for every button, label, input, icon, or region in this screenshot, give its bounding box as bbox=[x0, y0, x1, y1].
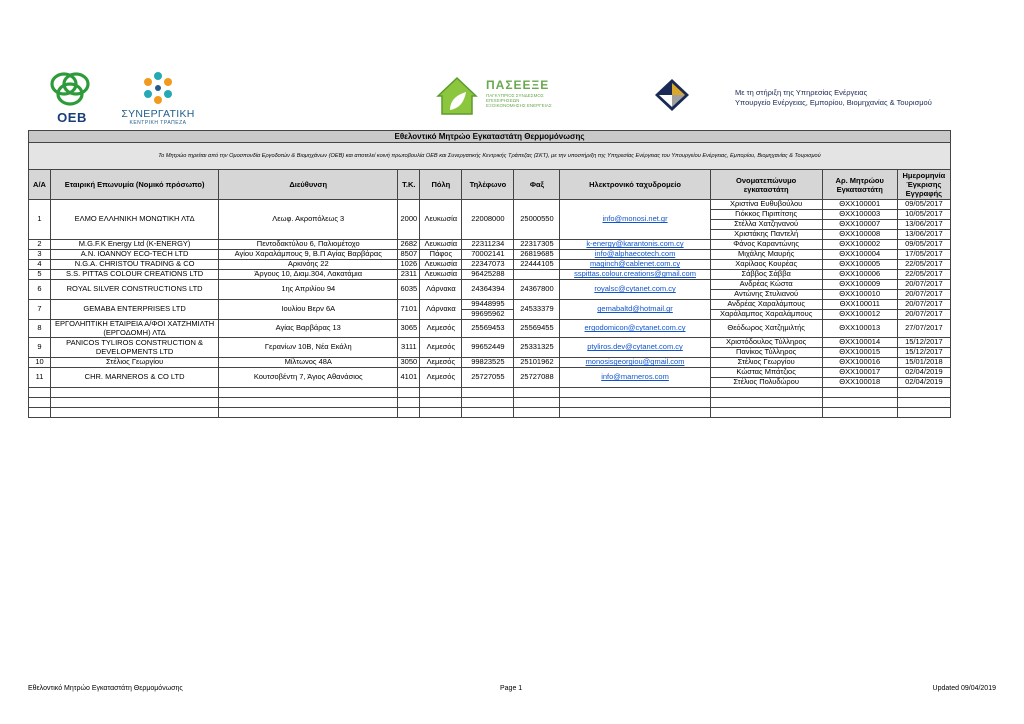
email-link[interactable]: ergodomicon@cytanet.com.cy bbox=[584, 323, 686, 333]
cell-registry-no: ΘΧΧ100017 bbox=[822, 368, 897, 378]
empty-cell bbox=[398, 408, 420, 418]
cell-tk: 3111 bbox=[398, 338, 420, 358]
cell-city: Λευκωσία bbox=[420, 240, 462, 250]
cell-installer: Ανδρέας Χαραλάμπους bbox=[710, 300, 822, 310]
cell-date: 27/07/2017 bbox=[897, 320, 950, 338]
cell-phone: 70002141 bbox=[462, 250, 514, 260]
cell-city: Λευκωσία bbox=[420, 270, 462, 280]
table-title: Εθελοντικό Μητρώο Εγκαταστάτη Θερμομόνωσης bbox=[29, 131, 951, 143]
cell-installer: Στέλιος Γεωργίου bbox=[710, 358, 822, 368]
cell-company: ROYAL SILVER CONSTRUCTIONS LTD bbox=[51, 280, 219, 300]
table-row bbox=[29, 240, 951, 250]
email-link[interactable]: maginch@cablenet.com.cy bbox=[589, 259, 681, 269]
cell-address: Γερανίων 10Β, Νέα Εκάλη bbox=[219, 338, 398, 358]
table-row bbox=[29, 270, 951, 280]
cell-aa: 11 bbox=[29, 368, 51, 388]
empty-cell bbox=[710, 388, 822, 398]
empty-cell bbox=[897, 388, 950, 398]
empty-row bbox=[29, 408, 951, 418]
cell-registry-no: ΘΧΧ100011 bbox=[822, 300, 897, 310]
cell-city: Λεμεσός bbox=[420, 368, 462, 388]
cell-date: 02/04/2019 bbox=[897, 368, 950, 378]
house-leaf-icon bbox=[434, 74, 480, 118]
cell-company: M.G.F.K Energy Ltd (K-ENERGY) bbox=[51, 240, 219, 250]
cell-fax: 25101962 bbox=[514, 358, 560, 368]
cell-address: Λεωφ. Ακροπόλεως 3 bbox=[219, 200, 398, 240]
oeb-logo bbox=[44, 68, 100, 128]
email-link[interactable]: info@marneros.com bbox=[601, 372, 669, 382]
email-link[interactable]: ptyliros.dev@cytanet.com.cy bbox=[587, 342, 683, 352]
header-col-address: Διεύθυνση bbox=[219, 170, 398, 200]
cell-registry-no: ΘΧΧ100015 bbox=[822, 348, 897, 358]
cell-company: ΕΛΜΟ ΕΛΛΗΝΙΚΗ ΜΟΝΩΤΙΚΗ ΛΤΔ bbox=[51, 200, 219, 240]
cell-installer: Χαράλαμπος Χαραλάμπους bbox=[710, 310, 822, 320]
empty-cell bbox=[29, 408, 51, 418]
cell-tk: 3065 bbox=[398, 320, 420, 338]
cell-fax: 22444105 bbox=[514, 260, 560, 270]
cell-city: Λάρνακα bbox=[420, 300, 462, 320]
cell-aa: 3 bbox=[29, 250, 51, 260]
cell-email bbox=[560, 240, 710, 250]
cell-registry-no: ΘΧΧ100014 bbox=[822, 338, 897, 348]
cell-tk: 2682 bbox=[398, 240, 420, 250]
cell-registry-no: ΘΧΧ100016 bbox=[822, 358, 897, 368]
empty-cell bbox=[420, 398, 462, 408]
cell-date: 15/12/2017 bbox=[897, 348, 950, 358]
cell-installer: Κώστας Μπάτζιος bbox=[710, 368, 822, 378]
cell-date: 10/05/2017 bbox=[897, 210, 950, 220]
support-line-2: Υπουργείο Ενέργειας, Εμπορίου, Βιομηχανίας & Τουρισμού bbox=[735, 98, 932, 107]
footer-page: Page 1 bbox=[500, 685, 523, 692]
cell-phone: 99448995 bbox=[462, 300, 514, 310]
empty-cell bbox=[398, 398, 420, 408]
table-row bbox=[29, 250, 951, 260]
cell-registry-no: ΘΧΧ100007 bbox=[822, 220, 897, 230]
empty-cell bbox=[51, 388, 219, 398]
cell-installer: Χριστόδουλος Τύλληρος bbox=[710, 338, 822, 348]
cell-phone: 24364394 bbox=[462, 280, 514, 300]
cell-installer: Αντώνης Στυλιανού bbox=[710, 290, 822, 300]
email-link[interactable]: k-energy@karantonis.com.cy bbox=[586, 239, 684, 249]
synergatiki-name: ΣΥΝΕΡΓΑΤΙΚΗ bbox=[121, 108, 195, 120]
empty-cell bbox=[710, 408, 822, 418]
cell-installer: Σάββος Σάββα bbox=[710, 270, 822, 280]
cell-company: N.G.A. CHRISTOU TRADING & CO bbox=[51, 260, 219, 270]
cell-city: Λεμεσός bbox=[420, 338, 462, 358]
empty-row bbox=[29, 398, 951, 408]
pasee-sub: ΠΑΓΚΥΠΡΙΟΣ ΣΥΝΔΕΣΜΟΣ ΕΠΙΧΕΙΡΗΣΕΩΝ ΕΞΟΙΚΟΝΟΜΗΣΗΣ ΕΝΕΡΓΕΙΑΣ bbox=[486, 93, 552, 108]
header-col-phone: Τηλέφωνο bbox=[462, 170, 514, 200]
empty-cell bbox=[219, 408, 398, 418]
cell-fax bbox=[514, 270, 560, 280]
cell-date: 13/06/2017 bbox=[897, 220, 950, 230]
cell-installer: Ανδρέας Κώστα bbox=[710, 280, 822, 290]
cell-registry-no: ΘΧΧ100018 bbox=[822, 378, 897, 388]
empty-cell bbox=[560, 388, 710, 398]
empty-cell bbox=[560, 398, 710, 408]
table-row bbox=[29, 368, 951, 378]
empty-cell bbox=[398, 388, 420, 398]
header-col-aa: Α/Α bbox=[29, 170, 51, 200]
cell-registry-no: ΘΧΧ100001 bbox=[822, 200, 897, 210]
cell-tk: 8507 bbox=[398, 250, 420, 260]
cell-email bbox=[560, 300, 710, 320]
cell-aa: 8 bbox=[29, 320, 51, 338]
cell-installer: Πανίκος Τύλληρος bbox=[710, 348, 822, 358]
cell-company: PANICOS TYLIROS CONSTRUCTION & DEVELOPMENTS LTD bbox=[51, 338, 219, 358]
table-row bbox=[29, 338, 951, 348]
synergatiki-sub: ΚΕΝΤΡΙΚΗ ΤΡΑΠΕΖΑ bbox=[129, 120, 187, 126]
empty-cell bbox=[51, 408, 219, 418]
pasee-logo bbox=[434, 72, 564, 120]
header-col-fax: Φαξ bbox=[514, 170, 560, 200]
empty-cell bbox=[514, 398, 560, 408]
cell-installer: Χριστίνα Ευθυβούλου bbox=[710, 200, 822, 210]
cell-phone: 25569453 bbox=[462, 320, 514, 338]
cell-aa: 1 bbox=[29, 200, 51, 240]
table-row bbox=[29, 280, 951, 290]
table-row bbox=[29, 200, 951, 210]
cell-date: 17/05/2017 bbox=[897, 250, 950, 260]
cell-city: Λευκωσία bbox=[420, 260, 462, 270]
cell-address: Πεντοδακτύλου 6, Παλιομέτοχο bbox=[219, 240, 398, 250]
cell-date: 15/12/2017 bbox=[897, 338, 950, 348]
header-col-installer: Ονοματεπώνυμο εγκαταστάτη bbox=[710, 170, 822, 200]
cell-email bbox=[560, 260, 710, 270]
cell-company: CHR. MARNEROS & CO LTD bbox=[51, 368, 219, 388]
cell-date: 20/07/2017 bbox=[897, 290, 950, 300]
cell-aa: 10 bbox=[29, 358, 51, 368]
cell-installer: Χαρίλαος Κουρέας bbox=[710, 260, 822, 270]
cell-installer: Στέλιος Πολυδώρου bbox=[710, 378, 822, 388]
cell-fax: 22317305 bbox=[514, 240, 560, 250]
empty-cell bbox=[822, 408, 897, 418]
cell-registry-no: ΘΧΧ100012 bbox=[822, 310, 897, 320]
cell-company: Στέλιος Γεωργίου bbox=[51, 358, 219, 368]
support-line-1: Με τη στήριξη της Υπηρεσίας Ενέργειας bbox=[735, 88, 868, 97]
cell-phone: 99695962 bbox=[462, 310, 514, 320]
header-col-registry-no: Αρ. Μητρώου Εγκαταστάτη bbox=[822, 170, 897, 200]
cell-phone: 22347073 bbox=[462, 260, 514, 270]
cell-address: Αγίου Χαραλάμπους 9, Β.Π Αγίας Βαρβάρας bbox=[219, 250, 398, 260]
cell-tk: 4101 bbox=[398, 368, 420, 388]
empty-cell bbox=[51, 398, 219, 408]
cell-installer: Θεόδωρος Χατζημιλτής bbox=[710, 320, 822, 338]
pasee-name: ΠΑΣΕΕΞΕ bbox=[486, 78, 550, 92]
cell-city: Λεμεσός bbox=[420, 358, 462, 368]
cell-address: Ιουλίου Βερν 6Α bbox=[219, 300, 398, 320]
cell-email bbox=[560, 358, 710, 368]
header-col-company: Εταιρική Επωνυμία (Νομικό πρόσωπο) bbox=[51, 170, 219, 200]
cell-address: Μίλτωνος 48Α bbox=[219, 358, 398, 368]
empty-cell bbox=[462, 408, 514, 418]
email-link[interactable]: info@alphaecotech.com bbox=[594, 249, 676, 259]
synergatiki-logo bbox=[118, 70, 198, 126]
cell-email bbox=[560, 320, 710, 338]
table-row bbox=[29, 320, 951, 338]
cell-fax: 25331325 bbox=[514, 338, 560, 358]
cell-city: Λευκωσία bbox=[420, 200, 462, 240]
cell-aa: 9 bbox=[29, 338, 51, 358]
empty-cell bbox=[560, 408, 710, 418]
empty-cell bbox=[897, 398, 950, 408]
cell-installer: Φάνος Καραντώνης bbox=[710, 240, 822, 250]
cell-registry-no: ΘΧΧ100004 bbox=[822, 250, 897, 260]
cell-tk: 2311 bbox=[398, 270, 420, 280]
cell-installer: Μιχάλης Μαυρής bbox=[710, 250, 822, 260]
ministry-diamond-logo bbox=[654, 78, 690, 112]
table-intro: Το Μητρώο τηρείται από την Ομοσπονδία Εργοδοτών & Βιομηχάνων (ΟΕΒ) και αποτελεί κοινή πρωτοβουλία ΟΕΒ και Συνεργατικής Κεντρικής Τράπεζας (ΣΚΤ), με την υποστήριξη της Υπηρεσίας Ενέργειας του Υπουργείου Ενέργειας, Εμπορίου, Βιομηχανίας & Τουρισμού bbox=[29, 143, 951, 170]
header-col-email: Ηλεκτρονικό ταχυδρομείο bbox=[560, 170, 710, 200]
cell-address: Αγίας Βαρβάρας 13 bbox=[219, 320, 398, 338]
cell-email bbox=[560, 250, 710, 260]
cell-aa: 5 bbox=[29, 270, 51, 280]
cell-email bbox=[560, 200, 710, 240]
empty-cell bbox=[514, 388, 560, 398]
empty-cell bbox=[822, 398, 897, 408]
cell-fax: 25000550 bbox=[514, 200, 560, 240]
cell-aa: 4 bbox=[29, 260, 51, 270]
cell-address: Άργους 10, Διαμ.304, Λακατάμια bbox=[219, 270, 398, 280]
cell-company: GEMABA ENTERPRISES LTD bbox=[51, 300, 219, 320]
email-link[interactable]: info@monosi.net.gr bbox=[602, 214, 668, 224]
cell-fax: 26819685 bbox=[514, 250, 560, 260]
empty-cell bbox=[420, 388, 462, 398]
cell-address: Κουτσοβέντη 7, Άγιος Αθανάσιος bbox=[219, 368, 398, 388]
cell-fax: 24533379 bbox=[514, 300, 560, 320]
support-text bbox=[735, 88, 932, 108]
oeb-logo-text: OEB bbox=[57, 110, 87, 125]
empty-cell bbox=[219, 388, 398, 398]
cell-phone: 22311234 bbox=[462, 240, 514, 250]
table-row bbox=[29, 300, 951, 310]
cell-tk: 7101 bbox=[398, 300, 420, 320]
empty-cell bbox=[420, 408, 462, 418]
empty-cell bbox=[29, 398, 51, 408]
registry-table bbox=[28, 130, 951, 418]
cell-installer: Στέλλα Χατζηνανού bbox=[710, 220, 822, 230]
cell-email bbox=[560, 270, 710, 280]
cell-tk: 1026 bbox=[398, 260, 420, 270]
email-link[interactable]: monosisgeorgiou@gmail.com bbox=[585, 357, 685, 367]
cell-date: 20/07/2017 bbox=[897, 310, 950, 320]
cell-address: 1ης Απριλίου 94 bbox=[219, 280, 398, 300]
header-col-date: Ημερομηνία Έγκρισης Εγγραφής bbox=[897, 170, 950, 200]
cell-registry-no: ΘΧΧ100005 bbox=[822, 260, 897, 270]
cell-tk: 2000 bbox=[398, 200, 420, 240]
empty-cell bbox=[822, 388, 897, 398]
cell-aa: 7 bbox=[29, 300, 51, 320]
cell-fax: 25569455 bbox=[514, 320, 560, 338]
empty-row bbox=[29, 388, 951, 398]
header-col-city: Πόλη bbox=[420, 170, 462, 200]
cell-date: 22/05/2017 bbox=[897, 270, 950, 280]
cell-date: 20/07/2017 bbox=[897, 300, 950, 310]
cell-city: Πάφος bbox=[420, 250, 462, 260]
cell-email bbox=[560, 338, 710, 358]
empty-cell bbox=[710, 398, 822, 408]
table-row bbox=[29, 358, 951, 368]
cell-address: Αρκινόης 22 bbox=[219, 260, 398, 270]
cell-date: 09/05/2017 bbox=[897, 240, 950, 250]
cell-phone: 96425288 bbox=[462, 270, 514, 280]
cell-registry-no: ΘΧΧ100002 bbox=[822, 240, 897, 250]
cell-registry-no: ΘΧΧ100013 bbox=[822, 320, 897, 338]
cell-aa: 2 bbox=[29, 240, 51, 250]
cell-aa: 6 bbox=[29, 280, 51, 300]
cell-phone: 99823525 bbox=[462, 358, 514, 368]
footer-left: Εθελοντικό Μητρώο Εγκαταστάτη Θερμομόνωσης bbox=[28, 685, 183, 692]
empty-cell bbox=[29, 388, 51, 398]
empty-cell bbox=[514, 408, 560, 418]
email-link[interactable]: gemabaltd@hotmail.gr bbox=[597, 304, 673, 314]
cell-city: Λάρνακα bbox=[420, 280, 462, 300]
email-link[interactable]: royalsc@cytanet.com.cy bbox=[594, 284, 676, 294]
synergatiki-flower-icon bbox=[140, 70, 176, 106]
cell-company: ΕΡΓΟΛΗΠΤΙΚΗ ΕΤΑΙΡΕΙΑ Α/ΦΟΙ ΧΑΤΖΗΜΙΛΤΗ (ΕΡΓΟΔΟΜΗ) ΛΤΔ bbox=[51, 320, 219, 338]
cell-company: A.N. ΙΟΑΝΝΟΥ ECO-TECH LTD bbox=[51, 250, 219, 260]
cell-registry-no: ΘΧΧ100008 bbox=[822, 230, 897, 240]
cell-phone: 99652449 bbox=[462, 338, 514, 358]
cell-date: 20/07/2017 bbox=[897, 280, 950, 290]
cell-email bbox=[560, 280, 710, 300]
email-link[interactable]: sspittas.colour.creations@gmail.com bbox=[574, 269, 696, 279]
cell-date: 22/05/2017 bbox=[897, 260, 950, 270]
cell-registry-no: ΘΧΧ100006 bbox=[822, 270, 897, 280]
empty-cell bbox=[219, 398, 398, 408]
table-row bbox=[29, 260, 951, 270]
cell-fax: 25727088 bbox=[514, 368, 560, 388]
cell-date: 15/01/2018 bbox=[897, 358, 950, 368]
cell-registry-no: ΘΧΧ100010 bbox=[822, 290, 897, 300]
cell-installer: Χριστάκης Παντελή bbox=[710, 230, 822, 240]
cell-registry-no: ΘΧΧ100009 bbox=[822, 280, 897, 290]
empty-cell bbox=[462, 388, 514, 398]
oeb-knot-icon bbox=[46, 68, 94, 110]
cell-date: 09/05/2017 bbox=[897, 200, 950, 210]
cell-phone: 25727055 bbox=[462, 368, 514, 388]
empty-cell bbox=[897, 408, 950, 418]
cell-phone: 22008000 bbox=[462, 200, 514, 240]
cell-fax: 24367800 bbox=[514, 280, 560, 300]
cell-company: S.S. PITTAS COLOUR CREATIONS LTD bbox=[51, 270, 219, 280]
diamond-icon bbox=[654, 78, 690, 112]
empty-cell bbox=[462, 398, 514, 408]
header-col-tk: Τ.Κ. bbox=[398, 170, 420, 200]
cell-date: 13/06/2017 bbox=[897, 230, 950, 240]
cell-tk: 3050 bbox=[398, 358, 420, 368]
cell-tk: 6035 bbox=[398, 280, 420, 300]
cell-city: Λεμεσός bbox=[420, 320, 462, 338]
cell-registry-no: ΘΧΧ100003 bbox=[822, 210, 897, 220]
cell-date: 02/04/2019 bbox=[897, 378, 950, 388]
cell-email bbox=[560, 368, 710, 388]
footer-updated: Updated 09/04/2019 bbox=[932, 685, 996, 692]
cell-installer: Γιόκκος Πιριπίτσης bbox=[710, 210, 822, 220]
